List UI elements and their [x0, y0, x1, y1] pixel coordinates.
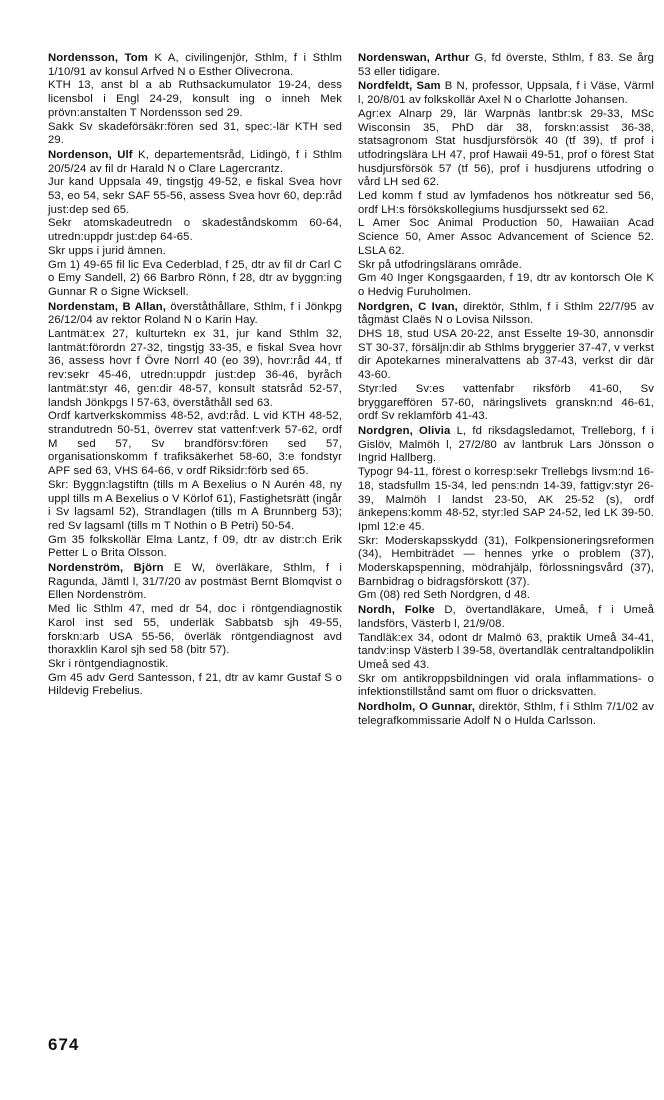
entry-intro [358, 604, 654, 631]
entry-text: Lantmät:ex 27, kulturtekn ex 31, jur kand Sthlm 32, lantmät:förordn 27-32, tingstjg 33-35, e fiskal Svea hovr 36, assess hovr f Övre Norrl 40 (eo 39), hovr:råd 44, tf rev:sekr 45-46, utredn:uppdr just:dep 36-46, byråch lantmät:styr 46, gen:dir 48-57, konsult statsråd 52-57, landsh Jönkpgs l 57-63, överståthåll sed 63. [48, 328, 342, 409]
entry-paragraph [48, 245, 342, 259]
entry-text: Skr i röntgendiagnostik. [48, 657, 169, 670]
entry-paragraph [358, 589, 654, 603]
entry-paragraph [358, 466, 654, 535]
entry-text: överståthållare, Sthlm, f i Jönkpg 26/12/04 av rektor Roland N o Karin Hay. [48, 300, 342, 327]
entry-text: Typogr 94-11, förest o korresp:sekr Trellebgs livsm:nd 16-18, stadsfullm 15-34, led pens:ndn 14-39, fattigv:styr 26-39, Malmöh l landst 23-50, AK 25-52 (s), ordf änkepens:komm 48-52, styr:led SAP 24-52, led LK 39-50. Ipml 12:e 45. [358, 466, 654, 533]
entry-name: Nordh, Folke [358, 604, 435, 617]
entry-text: Gm 1) 49-65 fil lic Eva Cederblad, f 25, dtr av fil dr Carl C o Emy Sandell, 2) 66 Barbro Rönn, f 28, dtr av byggn:ing Gunnar R o Signe Wicksell. [48, 258, 342, 298]
entry-text: Jur kand Uppsala 49, tingstjg 49-52, e fiskal Svea hovr 53, eo 54, sekr SAF 55-56, assess Svea hovr 60, dep:råd just:dep sed 65. [48, 176, 342, 216]
left-column [48, 52, 342, 700]
entry-name: Nordenson, Ulf [48, 148, 133, 161]
entry-text: K A, civilingenjör, Sthlm, f i Sthlm 1/10/91 av konsul Arfved N o Esther Olivecrona. [48, 52, 342, 78]
biography-entry [358, 52, 654, 79]
entry-text: Skr på utfodringslärans område. [358, 258, 522, 271]
entry-text: direktör, Sthlm, f i Sthlm 22/7/95 av tågmäst Claës N o Lovisa Nilsson. [358, 300, 654, 327]
entry-intro [48, 301, 342, 328]
entry-paragraph [358, 259, 654, 273]
entry-text: Med lic Sthlm 47, med dr 54, doc i röntgendiagnostik Karol inst sed 55, underläk Sabbatsb sjh 49-55, forskn:arb USA 55-56, överläk röntgendiagnost avd thoraxklin Karol sjh sed 58 (bitr 57). [48, 603, 342, 657]
entry-text: Gm (08) red Seth Nordgren, d 48. [358, 589, 531, 602]
entry-name: Nordholm, O Gunnar, [358, 701, 476, 714]
entry-intro [48, 562, 342, 603]
biography-entry [48, 149, 342, 300]
entry-intro [358, 425, 654, 466]
entry-paragraph [48, 217, 342, 244]
entry-text: direktör, Sthlm, f i Sthlm 7/1/02 av telegrafkommissarie Adolf N o Hulda Carlsson. [358, 701, 654, 727]
entry-text: Tandläk:ex 34, odont dr Malmö 63, praktik Umeå 34-41, tandv:insp Västerb l 39-58, övertandläk centraltandpoliklin Umeå sed 43. [358, 631, 654, 671]
entry-text: Styr:led Sv:es vattenfabr riksförb 41-60, Sv bryggareffören 57-60, näringslivets granskn:nd 46-61, ordf Sv reklamförb 41-43. [358, 382, 654, 423]
entry-text: Led komm f stud av lymfadenos hos nötkreatur sed 56, ordf LH:s försökskollegiums husdjurssekt sed 62. [358, 190, 654, 216]
entry-text: Sekr atomskadeutredn o skadeståndskomm 60-64, utredn:uppdr just:dep 64-65. [48, 217, 342, 244]
entry-text: Skr upps i jurid ämnen. [48, 244, 166, 257]
entry-text: K, departementsråd, Lidingö, f i Sthlm 20/5/24 av fil dr Harald N o Clare Lagercrantz. [48, 148, 343, 175]
entry-paragraph [358, 632, 654, 673]
entry-paragraph [48, 328, 342, 410]
entry-paragraph [358, 383, 654, 424]
entry-text: E W, överläkare, Sthlm, f i Ragunda, Jämtl l, 31/7/20 av postmäst Bernt Blomqvist o Ellen Nordenström. [48, 562, 342, 602]
entry-text: Sakk Sv skadeförsäkr:fören sed 31, spec:-lär KTH sed 29. [48, 120, 342, 147]
entry-name: Nordgren, C Ivan, [358, 300, 458, 313]
biography-entry [358, 604, 654, 700]
entry-text: Gm 45 adv Gerd Santesson, f 21, dtr av kamr Gustaf S o Hildevig Frebelius. [48, 671, 342, 698]
biography-entry [358, 80, 654, 299]
entry-intro [48, 149, 342, 176]
biography-entry [358, 301, 654, 424]
entry-paragraph [48, 603, 342, 658]
entry-paragraph [358, 217, 654, 258]
entry-name: Nordfeldt, Sam [358, 80, 441, 93]
entry-paragraph [48, 79, 342, 120]
biography-entry [358, 701, 654, 728]
entry-paragraph [48, 259, 342, 300]
entry-text: DHS 18, stud USA 20-22, anst Esselte 19-30, annonsdir ST 30-37, försäljn:dir ab Sthlms bryggerier 37-47, v verkst dir Apotekarnes mineralvattens ab 37-43, verkst dir där 43-60. [358, 328, 654, 382]
biography-entry [358, 425, 654, 603]
entry-text: Gm 40 Inger Kongsgaarden, f 19, dtr av kontorsch Ole K o Hedvig Furuholmen. [358, 272, 654, 298]
entry-text: Skr om antikroppsbildningen vid orala inflammations- o infektionstillstånd samt om fluor o dricksvatten. [358, 672, 654, 699]
entry-intro [48, 52, 342, 79]
entry-text: Agr:ex Alnarp 29, lär Warpnäs lantbr:sk 29-33, MSc Wisconsin 35, PhD där 38, forskn:assist 36-38, statsagronom Stat husdjursförsök 40 (tf 39), tf prof i utfodringslära LH 47, prof Hawaii 49-51, prof o förest Stat husdjursförsök 57 (tf 56), prof i husdjurens utfodring o vård LH sed 62. [358, 107, 654, 189]
entry-paragraph [48, 410, 342, 479]
entry-paragraph [48, 658, 342, 672]
right-column [358, 52, 654, 729]
entry-text: L, fd riksdagsledamot, Trelleborg, f i Gislöv, Malmöh l, 27/2/80 av lantbruk Lars Jönsson o Ingrid Hallberg. [358, 424, 654, 465]
entry-paragraph [48, 534, 342, 561]
entry-intro [358, 301, 654, 328]
entry-intro [358, 701, 654, 728]
entry-text: Skr: Byggn:lagstiftn (tills m A Bexelius o N Aurén 48, ny uppl tills m A Bexelius o V Körlof 61), Fastighetsrätt (ingår i Sv lagsaml 52), Strandlagen (tills m A Brunnberg 53); red Sv lagsaml (tills m T Nothin o B Petri) 50-54. [48, 478, 342, 532]
biography-entry [48, 562, 342, 699]
entry-text: L Amer Soc Animal Production 50, Hawaiian Acad Science 50, Amer Assoc Advancement of Science 52. LSLA 62. [358, 217, 654, 257]
entry-paragraph [48, 121, 342, 148]
entry-text: Skr: Moderskapsskydd (31), Folkpensioneringsreformen (34), Hembiträdet — hennes yrke o problem (37), Moderskapspenning, mödrahjälp, förlossningsvård (37), Barnbidrag o bidragsförskott (37). [358, 534, 654, 588]
entry-text: B N, professor, Uppsala, f i Väse, Värml l, 20/8/01 av folkskollär Axel N o Charlotte Johansen. [358, 80, 654, 107]
entry-intro [358, 80, 654, 107]
entry-paragraph [358, 535, 654, 590]
entry-paragraph [358, 108, 654, 190]
entry-paragraph [48, 672, 342, 699]
entry-text: D, övertandläkare, Umeå, f i Umeå landsförs, Västerb l, 21/9/08. [358, 604, 654, 630]
biography-entry [48, 52, 342, 148]
entry-name: Nordenstam, B Allan, [48, 300, 167, 313]
entry-paragraph [358, 190, 654, 217]
entry-text: Gm 35 folkskollär Elma Lantz, f 09, dtr av distr:ch Erik Petter L o Brita Olsson. [48, 533, 342, 560]
entry-intro [358, 52, 654, 79]
biography-entry [48, 301, 342, 561]
page-number: 674 [48, 1035, 80, 1054]
entry-paragraph [358, 673, 654, 700]
entry-name: Nordenswan, Arthur [358, 52, 470, 64]
entry-text: G, fd överste, Sthlm, f 83. Se årg 53 eller tidigare. [358, 52, 654, 78]
entry-name: Nordenström, Björn [48, 562, 164, 575]
entry-paragraph [48, 176, 342, 217]
entry-paragraph [48, 479, 342, 534]
entry-paragraph [358, 272, 654, 299]
entry-name: Nordensson, Tom [48, 52, 148, 64]
entry-name: Nordgren, Olivia [358, 424, 451, 437]
entry-text: Ordf kartverkskommiss 48-52, avd:råd. L vid KTH 48-52, strandutredn 50-51, överrev stat vattenf:verk 57-62, ordf M sed 57, Sv brandförsv:fören sed 57, organisationskomm f trafiksäkerhet 58-60, 3:e fondstyr APF sed 63, VHS 64-66, v ordf Riksidr:förb sed 65. [48, 410, 342, 478]
entry-paragraph [358, 328, 654, 383]
entry-text: KTH 13, anst bl a ab Ruthsackumulator 19-24, dess licensbol i Engl 24-29, konsult ing o inneh Mek prövn:anstalten T Nordensson sed 29. [48, 79, 342, 119]
